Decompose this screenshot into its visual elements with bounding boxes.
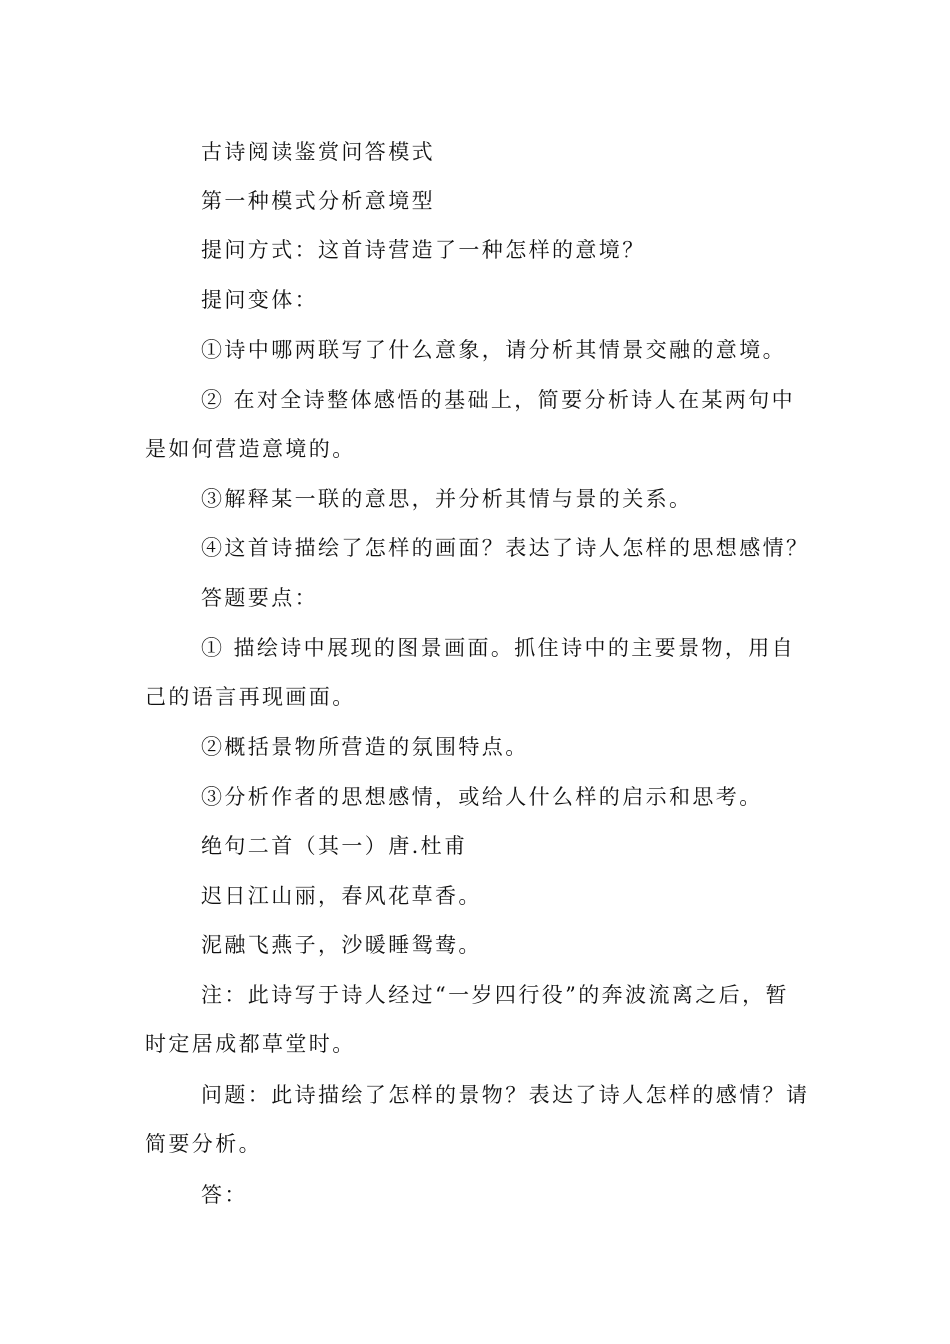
question-text: 问题：此诗描绘了怎样的景物？表达了诗人怎样的感情？请简要分析。 <box>145 1083 810 1156</box>
section-heading: 第一种模式分析意境型 <box>201 189 435 213</box>
point-item: ③分析作者的思想感情，或给人什么样的启示和思考。 <box>201 785 763 809</box>
poem-line: 泥融飞燕子，沙暖睡鸳鸯。 <box>201 933 482 957</box>
document-title: 古诗阅读鉴赏问答模式 <box>201 140 435 164</box>
question-format: 提问方式：这首诗营造了一种怎样的意境？ <box>201 238 646 262</box>
poem-line: 迟日江山丽，春风花草香。 <box>201 884 482 908</box>
answer-label: 答： <box>201 1183 248 1207</box>
poem-note: 注：此诗写于诗人经过“一岁四行役”的奔波流离之后，暂时定居成都草堂时。 <box>145 983 789 1056</box>
point-item: ① 描绘诗中展现的图景画面。抓住诗中的主要景物，用自己的语言再现画面。 <box>145 636 796 709</box>
points-heading: 答题要点： <box>201 586 318 610</box>
variant-item: ④这首诗描绘了怎样的画面？表达了诗人怎样的思想感情？ <box>201 536 810 560</box>
variant-item: ② 在对全诗整体感悟的基础上，简要分析诗人在某两句中是如何营造意境的。 <box>145 388 796 461</box>
variant-item: ①诗中哪两联写了什么意象，请分析其情景交融的意境。 <box>201 338 786 362</box>
variants-heading: 提问变体： <box>201 288 318 312</box>
point-item: ②概括景物所营造的氛围特点。 <box>201 735 529 759</box>
poem-title: 绝句二首（其一）唐.杜甫 <box>201 834 468 858</box>
variant-item: ③解释某一联的意思，并分析其情与景的关系。 <box>201 487 693 511</box>
